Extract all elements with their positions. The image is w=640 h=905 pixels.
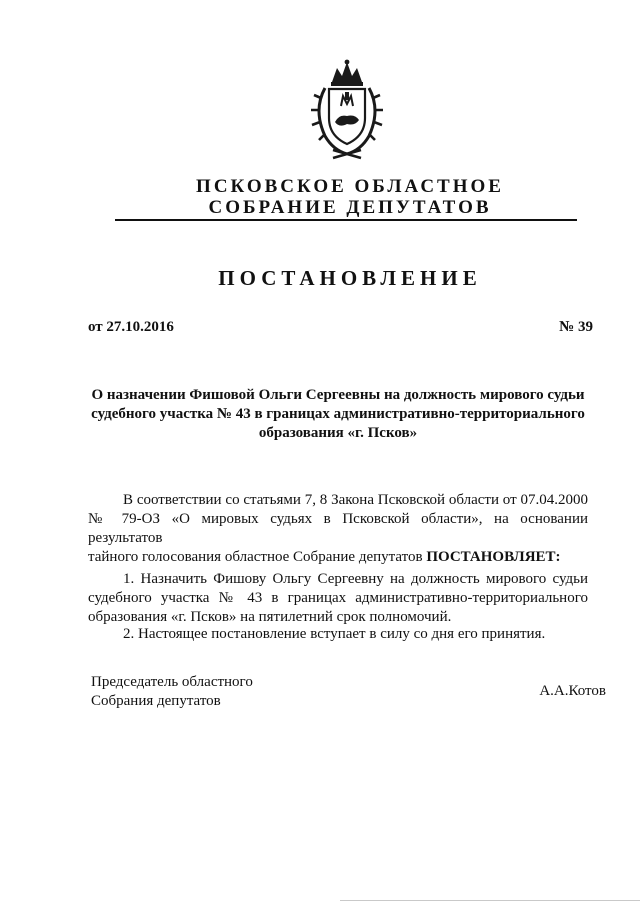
resolution-item-2: 2. Настоящее постановление вступает в силу со дня его принятия. xyxy=(123,626,546,642)
preamble-line-1: В соответствии со статьями 7, 8 Закона Псковской области от 07.04.2000 xyxy=(123,492,588,508)
document-date: от 27.10.2016 xyxy=(88,319,174,335)
header-divider xyxy=(115,219,577,221)
preamble-line-3-text: тайного голосования областное Собрание депутатов xyxy=(88,549,423,565)
document-number: № 39 xyxy=(559,319,593,335)
preamble-line-3 xyxy=(88,548,588,567)
signatory-role-line1: Председатель областного xyxy=(91,674,253,690)
organization-name-line2: СОБРАНИЕ ДЕПУТАТОВ xyxy=(208,197,492,218)
document-title: О назначении Фишовой Ольги Сергеевны на должность мирового судьи судебного участка № 43 в границах административно-территориального образования «г. Псков» xyxy=(91,387,585,441)
signatory-role-line2: Собрания депутатов xyxy=(91,693,221,709)
resolution-item-1: 1. Назначить Фишову Ольгу Сергеевну на должность мирового судьи судебного участка № 43 в границах административно-территориального образования «г. Псков» на пятилетний срок полномочий. xyxy=(88,571,588,625)
organization-name-line1: ПСКОВСКОЕ ОБЛАСТНОЕ xyxy=(196,176,504,197)
pskov-coat-of-arms-icon xyxy=(299,58,395,162)
preamble-line-2: № 79-ОЗ «О мировых судьях в Псковской области», на основании результатов xyxy=(88,511,588,546)
signatory-role xyxy=(91,673,253,711)
resolution-keyword: ПОСТАНОВЛЯЕТ: xyxy=(426,549,561,565)
scan-edge-line xyxy=(340,900,640,901)
preamble-paragraph xyxy=(88,491,588,567)
signatory-name: А.А.Котов xyxy=(539,683,606,699)
document-type: ПОСТАНОВЛЕНИЕ xyxy=(218,266,482,290)
